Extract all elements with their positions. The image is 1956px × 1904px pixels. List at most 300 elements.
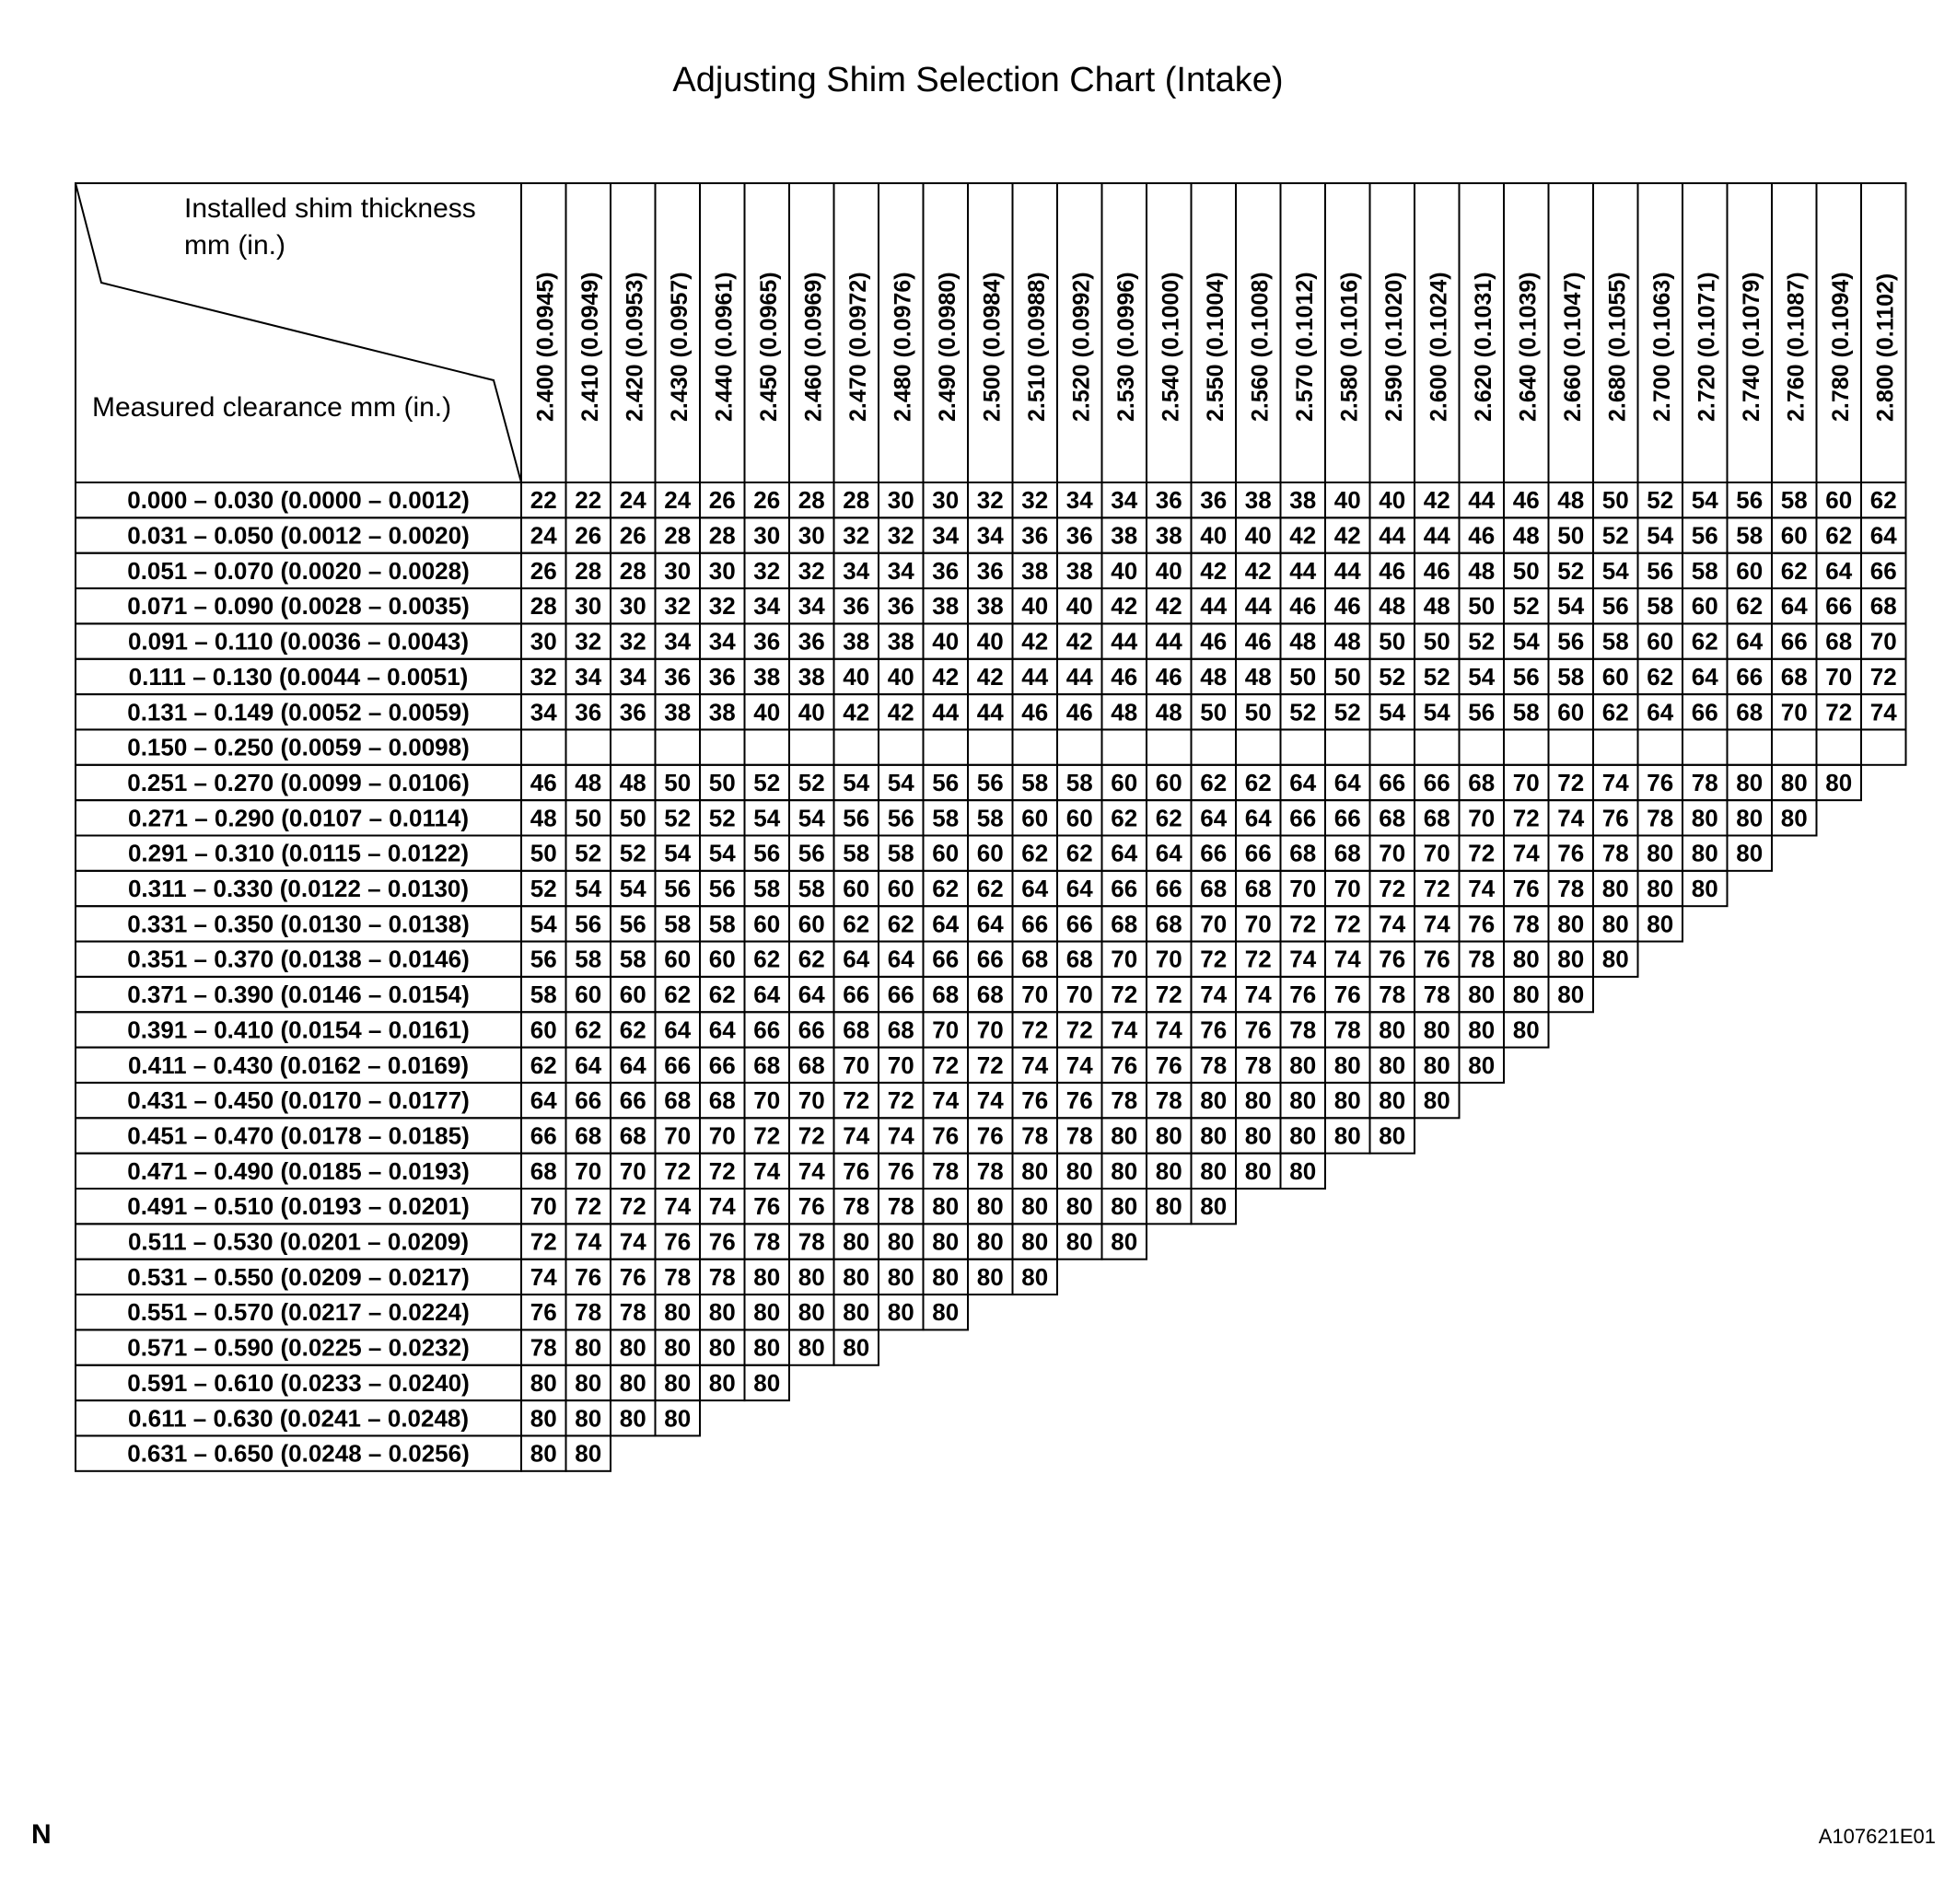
row-label: 0.611 – 0.630 (0.0241 – 0.0248) <box>127 1404 470 1433</box>
data-cell-value: 74 <box>575 1227 602 1256</box>
data-cell-value: 70 <box>753 1086 781 1115</box>
data-cell-value: 64 <box>1825 556 1853 585</box>
data-cell-value: 80 <box>1021 1262 1049 1291</box>
data-cell-value: 60 <box>1021 804 1049 832</box>
data-cell-value: 72 <box>530 1227 557 1256</box>
data-cell-value: 76 <box>887 1156 914 1185</box>
data-cell-value: 34 <box>530 698 557 726</box>
column-header-label: 2.470 (0.0972) <box>844 272 871 422</box>
data-cell-value: 62 <box>1155 804 1182 832</box>
data-cell-value: 80 <box>753 1298 781 1327</box>
data-cell-value: 80 <box>1289 1051 1317 1079</box>
data-cell-value: 68 <box>664 1086 692 1115</box>
data-cell-value: 48 <box>1557 486 1585 515</box>
data-cell-value: 58 <box>530 981 557 1009</box>
data-cell-value: 46 <box>1244 627 1272 656</box>
column-header-label: 2.400 (0.0945) <box>532 272 559 422</box>
data-cell-value: 60 <box>976 839 1004 867</box>
data-cell-value: 72 <box>1200 945 1228 973</box>
data-cell-value: 68 <box>575 1121 602 1150</box>
column-header-label: 2.590 (0.1020) <box>1380 272 1407 422</box>
data-cell-value: 36 <box>932 556 960 585</box>
data-cell-value: 44 <box>1111 627 1138 656</box>
chart-title: Adjusting Shim Selection Chart (Intake) <box>672 61 1284 99</box>
data-cell-value: 58 <box>708 910 736 938</box>
data-cell-value: 78 <box>753 1227 781 1256</box>
data-cell-value: 78 <box>1647 804 1674 832</box>
data-cell-value: 70 <box>1825 662 1853 691</box>
data-cell-value: 76 <box>708 1227 736 1256</box>
data-cell-value: 80 <box>887 1262 914 1291</box>
data-cell-value: 78 <box>976 1156 1004 1185</box>
data-cell-value: 62 <box>1825 521 1853 550</box>
data-cell-value: 68 <box>530 1156 557 1185</box>
data-cell-value: 32 <box>1021 486 1049 515</box>
data-cell-value: 80 <box>575 1368 602 1397</box>
data-cell-value: 66 <box>1691 698 1718 726</box>
data-cell-value: 48 <box>1379 592 1406 621</box>
data-cell-value: 54 <box>1379 698 1406 726</box>
data-cell-value: 26 <box>530 556 557 585</box>
data-cell-value: 80 <box>753 1262 781 1291</box>
data-cell-value: 80 <box>1512 1016 1540 1044</box>
data-cell-value: 78 <box>1512 910 1540 938</box>
data-cell-value: 68 <box>1289 839 1317 867</box>
data-cell-value: 72 <box>1333 910 1361 938</box>
data-cell-value: 78 <box>1200 1051 1228 1079</box>
data-cell-value: 80 <box>1601 910 1629 938</box>
data-cell-value: 54 <box>664 839 692 867</box>
data-cell-value: 46 <box>1512 486 1540 515</box>
data-cell-value: 50 <box>1200 698 1228 726</box>
data-cell-value: 36 <box>575 698 602 726</box>
data-cell-value: 66 <box>976 945 1004 973</box>
data-cell-value: 32 <box>753 556 781 585</box>
data-cell-value: 46 <box>1289 592 1317 621</box>
data-cell-value: 76 <box>1557 839 1585 867</box>
data-cell <box>834 729 879 764</box>
data-cell-value: 58 <box>1601 627 1629 656</box>
data-cell-value: 64 <box>887 945 914 973</box>
column-header-label: 2.580 (0.1016) <box>1336 272 1363 422</box>
data-cell-value: 26 <box>619 521 646 550</box>
column-header-label: 2.520 (0.0992) <box>1068 272 1095 422</box>
data-cell-value: 68 <box>1200 875 1228 903</box>
row-label: 0.631 – 0.650 (0.0248 – 0.0256) <box>127 1439 470 1468</box>
data-cell-value: 44 <box>1021 662 1049 691</box>
data-cell-value: 56 <box>1512 662 1540 691</box>
data-cell-value: 58 <box>1736 521 1764 550</box>
data-cell-value: 38 <box>887 627 914 656</box>
data-cell-value: 56 <box>664 875 692 903</box>
row-label: 0.511 – 0.530 (0.0201 – 0.0209) <box>127 1227 470 1256</box>
data-cell-value: 80 <box>1155 1156 1182 1185</box>
data-cell-value: 80 <box>976 1192 1004 1221</box>
data-cell-value: 80 <box>1557 945 1585 973</box>
data-cell-value: 40 <box>1244 521 1272 550</box>
data-cell-value: 44 <box>1333 556 1361 585</box>
data-cell-value: 64 <box>843 945 870 973</box>
column-header-label: 2.490 (0.0980) <box>934 272 961 422</box>
data-cell-value: 70 <box>843 1051 870 1079</box>
data-cell <box>1504 729 1549 764</box>
data-cell-value: 26 <box>753 486 781 515</box>
data-cell-value: 76 <box>1423 945 1450 973</box>
column-header-label: 2.560 (0.1008) <box>1247 272 1274 422</box>
data-cell-value: 70 <box>530 1192 557 1221</box>
column-header-label: 2.550 (0.1004) <box>1202 272 1228 422</box>
data-cell-value: 46 <box>1423 556 1450 585</box>
data-cell-value: 72 <box>843 1086 870 1115</box>
column-header-label: 2.450 (0.0965) <box>755 272 782 422</box>
data-cell-value: 70 <box>1155 945 1182 973</box>
data-cell <box>1102 729 1147 764</box>
data-cell-value: 32 <box>798 556 825 585</box>
row-label: 0.071 – 0.090 (0.0028 – 0.0035) <box>127 592 470 621</box>
data-cell-value: 74 <box>932 1086 960 1115</box>
data-cell-value: 70 <box>976 1016 1004 1044</box>
data-cell-value: 46 <box>1333 592 1361 621</box>
data-cell-value: 64 <box>1647 698 1674 726</box>
data-cell-value: 42 <box>1111 592 1138 621</box>
data-cell-value: 70 <box>619 1156 646 1185</box>
data-cell-value: 80 <box>798 1262 825 1291</box>
data-cell-value: 42 <box>1333 521 1361 550</box>
data-cell-value: 78 <box>1111 1086 1138 1115</box>
data-cell-value: 32 <box>976 486 1004 515</box>
data-cell-value: 80 <box>1333 1051 1361 1079</box>
data-cell-value: 78 <box>1065 1121 1093 1150</box>
data-cell <box>1593 729 1638 764</box>
data-cell-value: 66 <box>1289 804 1317 832</box>
data-cell-value: 54 <box>530 910 557 938</box>
data-cell-value: 80 <box>1379 1086 1406 1115</box>
data-cell-value: 46 <box>530 768 557 796</box>
data-cell-value: 80 <box>1200 1192 1228 1221</box>
data-cell-value: 42 <box>1065 627 1093 656</box>
data-cell-value: 32 <box>843 521 870 550</box>
data-cell-value: 62 <box>843 910 870 938</box>
data-cell-value: 80 <box>1111 1121 1138 1150</box>
data-cell-value: 36 <box>1065 521 1093 550</box>
data-cell-value: 68 <box>708 1086 736 1115</box>
data-cell-value: 80 <box>1065 1156 1093 1185</box>
data-cell-value: 68 <box>1468 768 1496 796</box>
data-cell-value: 42 <box>932 662 960 691</box>
data-cell <box>1057 729 1102 764</box>
data-cell-value: 60 <box>1691 592 1718 621</box>
data-cell-value: 80 <box>932 1227 960 1256</box>
data-cell-value: 74 <box>664 1192 692 1221</box>
data-cell-value: 44 <box>1289 556 1317 585</box>
data-cell-value: 78 <box>1468 945 1496 973</box>
column-header-label: 2.540 (0.1000) <box>1158 272 1184 422</box>
data-cell-value: 46 <box>1200 627 1228 656</box>
data-cell-value: 64 <box>708 1016 736 1044</box>
column-header-label: 2.530 (0.0996) <box>1112 272 1139 422</box>
corner-mark: N <box>31 1819 52 1850</box>
data-cell-value: 66 <box>843 981 870 1009</box>
data-cell-value: 72 <box>664 1156 692 1185</box>
data-cell-value: 28 <box>664 521 692 550</box>
data-cell-value: 34 <box>798 592 825 621</box>
data-cell-value: 74 <box>1155 1016 1182 1044</box>
data-cell-value: 40 <box>753 698 781 726</box>
data-cell-value: 80 <box>1601 875 1629 903</box>
data-cell-value: 60 <box>530 1016 557 1044</box>
data-cell-value: 68 <box>1825 627 1853 656</box>
data-cell-value: 80 <box>887 1298 914 1327</box>
data-cell-value: 80 <box>575 1404 602 1433</box>
data-cell-value: 28 <box>798 486 825 515</box>
data-cell-value: 62 <box>887 910 914 938</box>
data-cell-value: 76 <box>843 1156 870 1185</box>
row-label: 0.351 – 0.370 (0.0138 – 0.0146) <box>127 945 470 973</box>
data-cell-value: 66 <box>1021 910 1049 938</box>
data-cell-value: 50 <box>1244 698 1272 726</box>
data-cell-value: 72 <box>1379 875 1406 903</box>
data-cell-value: 62 <box>1021 839 1049 867</box>
data-cell <box>879 729 924 764</box>
data-cell-value: 60 <box>664 945 692 973</box>
data-cell-value: 74 <box>1021 1051 1049 1079</box>
data-cell-value: 60 <box>1780 521 1808 550</box>
data-cell-value: 34 <box>753 592 781 621</box>
data-cell-value: 78 <box>664 1262 692 1291</box>
data-cell <box>1192 729 1237 764</box>
data-cell-value: 78 <box>619 1298 646 1327</box>
data-cell <box>1281 729 1326 764</box>
data-cell-value: 80 <box>1379 1016 1406 1044</box>
column-header-label: 2.700 (0.1063) <box>1648 272 1675 422</box>
data-cell-value: 58 <box>976 804 1004 832</box>
data-cell-value: 76 <box>530 1298 557 1327</box>
data-cell-value: 80 <box>1423 1016 1450 1044</box>
data-cell-value: 50 <box>1601 486 1629 515</box>
data-cell-value: 62 <box>1736 592 1764 621</box>
data-cell-value: 40 <box>1333 486 1361 515</box>
row-label: 0.571 – 0.590 (0.0225 – 0.0232) <box>127 1333 470 1362</box>
data-cell-value: 50 <box>708 768 736 796</box>
data-cell-value: 56 <box>575 910 602 938</box>
data-cell-value: 52 <box>753 768 781 796</box>
data-cell-value: 78 <box>1155 1086 1182 1115</box>
data-cell-value: 80 <box>1691 875 1718 903</box>
data-cell-value: 74 <box>753 1156 781 1185</box>
data-cell-value: 36 <box>887 592 914 621</box>
data-cell-value: 74 <box>1468 875 1496 903</box>
data-cell-value: 56 <box>932 768 960 796</box>
data-cell-value: 80 <box>1557 910 1585 938</box>
data-cell-value: 58 <box>887 839 914 867</box>
data-cell-value: 52 <box>708 804 736 832</box>
data-cell-value: 76 <box>619 1262 646 1291</box>
data-cell-value: 58 <box>1691 556 1718 585</box>
data-cell-value: 72 <box>1155 981 1182 1009</box>
data-cell-value: 50 <box>575 804 602 832</box>
data-cell-value: 48 <box>1155 698 1182 726</box>
data-cell-value: 72 <box>575 1192 602 1221</box>
data-cell-value: 40 <box>843 662 870 691</box>
data-cell-value: 62 <box>575 1016 602 1044</box>
data-cell-value: 76 <box>1111 1051 1138 1079</box>
data-cell-value: 72 <box>1065 1016 1093 1044</box>
column-header-label: 2.640 (0.1039) <box>1515 272 1542 422</box>
data-cell-value: 50 <box>1333 662 1361 691</box>
data-cell-value: 78 <box>1379 981 1406 1009</box>
data-cell-value: 54 <box>1468 662 1496 691</box>
data-cell-value: 80 <box>619 1404 646 1433</box>
data-cell-value: 72 <box>976 1051 1004 1079</box>
data-cell-value: 74 <box>619 1227 646 1256</box>
data-cell-value: 28 <box>619 556 646 585</box>
column-header-label: 2.620 (0.1031) <box>1470 272 1496 422</box>
data-cell-value: 66 <box>1111 875 1138 903</box>
data-cell-value: 56 <box>708 875 736 903</box>
data-cell-value: 80 <box>575 1439 602 1468</box>
data-cell-value: 80 <box>798 1298 825 1327</box>
data-cell-value: 50 <box>1289 662 1317 691</box>
data-cell-value: 48 <box>1200 662 1228 691</box>
data-cell-value: 76 <box>798 1192 825 1221</box>
data-cell-value: 28 <box>530 592 557 621</box>
data-cell-value: 74 <box>1111 1016 1138 1044</box>
data-cell-value: 80 <box>1780 804 1808 832</box>
data-cell-value: 54 <box>1557 592 1585 621</box>
data-cell-value: 80 <box>1021 1156 1049 1185</box>
data-cell-value: 68 <box>1065 945 1093 973</box>
data-cell-value: 56 <box>1736 486 1764 515</box>
data-cell-value: 76 <box>575 1262 602 1291</box>
data-cell-value: 80 <box>1825 768 1853 796</box>
data-cell-value: 32 <box>664 592 692 621</box>
data-cell-value: 48 <box>575 768 602 796</box>
data-cell-value: 48 <box>1244 662 1272 691</box>
data-cell-value: 76 <box>1647 768 1674 796</box>
data-cell-value: 40 <box>932 627 960 656</box>
data-cell-value: 68 <box>1736 698 1764 726</box>
data-cell-value: 72 <box>1869 662 1897 691</box>
data-cell <box>1370 729 1415 764</box>
data-cell-value: 80 <box>1244 1086 1272 1115</box>
data-cell-value: 68 <box>1780 662 1808 691</box>
data-cell-value: 38 <box>1021 556 1049 585</box>
data-cell-value: 46 <box>1155 662 1182 691</box>
data-cell-value: 78 <box>1333 1016 1361 1044</box>
header-top-label: mm (in.) <box>184 230 285 261</box>
column-header-label: 2.570 (0.1012) <box>1291 272 1318 422</box>
data-cell-value: 70 <box>1869 627 1897 656</box>
data-cell-value: 80 <box>1512 981 1540 1009</box>
data-cell-value: 72 <box>1512 804 1540 832</box>
data-cell-value: 78 <box>1423 981 1450 1009</box>
data-cell-value: 76 <box>1601 804 1629 832</box>
data-cell-value: 40 <box>1379 486 1406 515</box>
row-label: 0.311 – 0.330 (0.0122 – 0.0130) <box>127 875 470 903</box>
data-cell-value: 34 <box>976 521 1004 550</box>
data-cell-value: 80 <box>1289 1086 1317 1115</box>
data-cell <box>1013 729 1058 764</box>
data-cell <box>521 729 566 764</box>
data-cell-value: 30 <box>619 592 646 621</box>
data-cell-value: 76 <box>1289 981 1317 1009</box>
data-cell-value: 44 <box>1200 592 1228 621</box>
data-cell-value: 72 <box>1557 768 1585 796</box>
data-cell-value: 68 <box>843 1016 870 1044</box>
column-header-label: 2.720 (0.1071) <box>1694 272 1720 422</box>
data-cell-value: 52 <box>530 875 557 903</box>
data-cell-value: 80 <box>932 1192 960 1221</box>
column-header-label: 2.740 (0.1079) <box>1738 272 1764 422</box>
data-cell-value: 34 <box>843 556 870 585</box>
data-cell-value: 76 <box>1468 910 1496 938</box>
data-cell-value: 54 <box>843 768 870 796</box>
data-cell-value: 64 <box>976 910 1004 938</box>
column-header-label: 2.440 (0.0961) <box>711 272 738 422</box>
data-cell-value: 74 <box>1512 839 1540 867</box>
data-cell-value: 68 <box>1379 804 1406 832</box>
data-cell-value: 30 <box>753 521 781 550</box>
data-cell-value: 64 <box>1333 768 1361 796</box>
data-cell-value: 56 <box>798 839 825 867</box>
data-cell-value: 30 <box>664 556 692 585</box>
data-cell-value: 72 <box>1111 981 1138 1009</box>
data-cell-value: 60 <box>798 910 825 938</box>
row-label: 0.371 – 0.390 (0.0146 – 0.0154) <box>127 981 470 1009</box>
data-cell-value: 58 <box>843 839 870 867</box>
data-cell-value: 68 <box>1021 945 1049 973</box>
data-cell <box>1772 729 1817 764</box>
data-cell-value: 80 <box>530 1368 557 1397</box>
data-cell-value: 70 <box>1244 910 1272 938</box>
data-cell-value: 42 <box>1155 592 1182 621</box>
data-cell-value: 70 <box>1512 768 1540 796</box>
data-cell-value: 68 <box>1333 839 1361 867</box>
data-cell-value: 54 <box>619 875 646 903</box>
data-cell-value: 64 <box>753 981 781 1009</box>
data-cell-value: 36 <box>976 556 1004 585</box>
data-cell-value: 36 <box>1155 486 1182 515</box>
data-cell-value: 42 <box>887 698 914 726</box>
data-cell-value: 76 <box>976 1121 1004 1150</box>
data-cell-value: 30 <box>932 486 960 515</box>
data-cell-value: 38 <box>1111 521 1138 550</box>
data-cell-value: 40 <box>1111 556 1138 585</box>
data-cell-value: 80 <box>1200 1156 1228 1185</box>
data-cell-value: 80 <box>1647 839 1674 867</box>
data-cell-value: 70 <box>1200 910 1228 938</box>
data-cell-value: 64 <box>575 1051 602 1079</box>
data-cell-value: 70 <box>1065 981 1093 1009</box>
data-cell-value: 62 <box>619 1016 646 1044</box>
data-cell-value: 66 <box>708 1051 736 1079</box>
data-cell-value: 32 <box>575 627 602 656</box>
data-cell-value: 64 <box>1155 839 1182 867</box>
data-cell <box>1728 729 1773 764</box>
data-cell-value: 80 <box>1736 839 1764 867</box>
column-header-label: 2.800 (0.1102) <box>1872 273 1899 422</box>
data-cell <box>789 729 834 764</box>
data-cell-value: 50 <box>1512 556 1540 585</box>
data-cell-value: 42 <box>1244 556 1272 585</box>
data-cell-value: 78 <box>530 1333 557 1362</box>
data-cell-value: 54 <box>753 804 781 832</box>
data-cell-value: 74 <box>1244 981 1272 1009</box>
column-header-label: 2.510 (0.0988) <box>1023 272 1050 422</box>
data-cell <box>924 729 969 764</box>
data-cell-value: 66 <box>1869 556 1897 585</box>
data-cell-value: 74 <box>708 1192 736 1221</box>
